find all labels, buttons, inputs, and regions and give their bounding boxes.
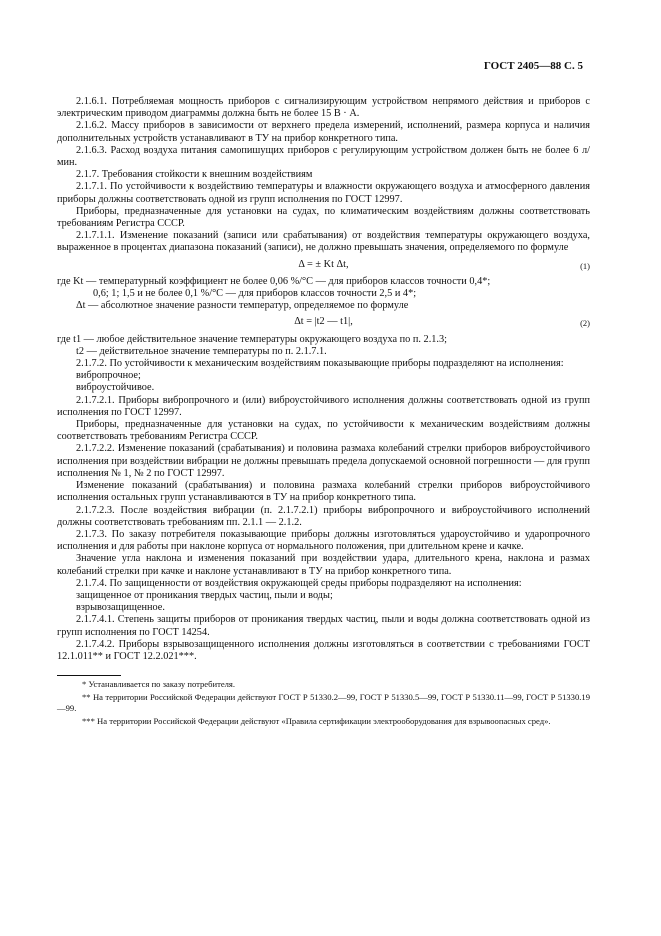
formula-1-number: (1) xyxy=(580,260,590,271)
paragraph-other-groups: Изменение показаний (срабатывания) и половина размаха колебаний стрелки приборов виброустойчивого исполнения остальных групп устанавливаются в ТУ на прибор конкретного типа. xyxy=(57,480,590,504)
paragraph-2-1-7-4-2: 2.1.7.4.2. Приборы взрывозащищенного исполнения должны изготовляться в соответствии с требованиями ГОСТ 12.1.011** и ГОСТ 12.2.021***. xyxy=(57,638,590,662)
formula-2-expression: Δt = |t2 — t1|, xyxy=(294,316,353,328)
paragraph-2-1-7-4: 2.1.7.4. По защищенности от воздействия окружающей среды приборы подразделяют на исполнения: xyxy=(76,577,522,589)
paragraph-2-1-7-1-1: 2.1.7.1.1. Изменение показаний (записи или срабатывания) от воздействия температуры окружающего воздуха, выраженное в процентах диапазона показаний (записи), не должно превышать значения, определяемого по формуле xyxy=(57,230,590,254)
paragraph-2-1-7-1: 2.1.7.1. По устойчивости к воздействию температуры и влажности окружающего воздуха и атмосферного давления приборы должны соответствовать одной из групп исполнения по ГОСТ 12997. xyxy=(57,181,590,205)
list-item-explosion-proof: взрывозащищенное. xyxy=(76,602,165,614)
formula-2-number: (2) xyxy=(580,318,590,329)
paragraph-2-1-6-2: 2.1.6.2. Массу приборов в зависимости от верхнего предела измерений, исполнений, размера корпуса и наличия дополнительных устройств устанавливают в ТУ на прибор конкретного типа. xyxy=(57,120,590,144)
paragraph-ships-mechanical: Приборы, предназначенные для установки на судах, по устойчивости к механическим воздействиям должны соответствовать требованиям Регистра СССР. xyxy=(57,419,590,443)
formula-1 xyxy=(57,259,590,271)
definition-kt: где Kt — температурный коэффициент не более 0,06 %/°С — для приборов классов точности 0,4*; xyxy=(57,275,491,287)
definition-kt-continued: 0,6; 1; 1,5 и не более 0,1 %/°С — для приборов классов точности 2,5 и 4*; xyxy=(93,288,417,300)
paragraph-2-1-7-3: 2.1.7.3. По заказу потребителя показывающие приборы должны изготовляться удароустойчиво и ударопрочного исполнения и для работы при наклоне корпуса от нормального положения, при длительном крене и качке. xyxy=(57,528,590,553)
list-item-vibroustoichivoe: виброустойчивое. xyxy=(76,382,155,394)
definition-delta-t: Δt — абсолютное значение разности температур, определяемое по формуле xyxy=(76,300,409,312)
footnote-divider xyxy=(57,675,121,676)
paragraph-2-1-7-2: 2.1.7.2. По устойчивости к механическим воздействиям показывающие приборы подразделяют на исполнения: xyxy=(76,358,564,370)
document-body xyxy=(57,96,590,729)
footnote-2: ** На территории Российской Федерации действуют ГОСТ Р 51330.2—99, ГОСТ Р 51330.5—99, ГОСТ Р 51330.11—99, ГОСТ Р 51330.19—99. xyxy=(57,692,590,714)
paragraph-2-1-6-3: 2.1.6.3. Расход воздуха питания самопишущих приборов с регулирующим устройством должен быть не более 6 л/мин. xyxy=(57,144,590,169)
paragraph-2-1-7-4-1: 2.1.7.4.1. Степень защиты приборов от проникания твердых частиц, пыли и воды должна соответствовать одной из групп исполнения по ГОСТ 14254. xyxy=(57,614,590,638)
list-item-vibroprochnoe: вибропрочное; xyxy=(76,370,141,382)
list-item-dust-water: защищенное от проникания твердых частиц, пыли и воды; xyxy=(76,589,333,601)
formula-1-expression: Δ = ± Kt Δt, xyxy=(298,258,349,270)
paragraph-2-1-7-2-3: 2.1.7.2.3. После воздействия вибрации (п. 2.1.7.2.1) приборы вибропрочного и виброустойчивого исполнений должны соответствовать требованиям пп. 2.1.1 — 2.1.2. xyxy=(57,504,590,528)
section-heading-2-1-7: 2.1.7. Требования стойкости к внешним воздействиям xyxy=(76,169,313,181)
paragraph-tilt-values: Значение угла наклона и изменения показаний при воздействии удара, длительного крена, наклона и размах колебаний стрелки при качке и наклоне устанавливают в ТУ на прибор конкретного типа. xyxy=(57,553,590,577)
paragraph-ships-climatic: Приборы, предназначенные для установки на судах, по климатическим воздействиям должны соответствовать требованиям Регистра СССР. xyxy=(57,205,590,230)
paragraph-2-1-7-2-1: 2.1.7.2.1. Приборы вибропрочного и (или) виброустойчивого исполнения должны соответствовать одной из групп исполнения по ГОСТ 12997. xyxy=(57,394,590,418)
definition-t2: t2 — действительное значение температуры по п. 2.1.7.1. xyxy=(76,345,327,357)
formula-2 xyxy=(57,316,590,328)
footnote-3: *** На территории Российской Федерации действуют «Правила сертификации электрооборудования для взрывоопасных сред». xyxy=(82,716,551,727)
paragraph-2-1-6-1: 2.1.6.1. Потребляемая мощность приборов с сигнализирующим устройством непрямого действия и приборов с электрическим приводом диаграммы должна быть не более 15 В · А. xyxy=(57,96,590,120)
page-header: ГОСТ 2405—88 С. 5 xyxy=(483,60,583,72)
paragraph-2-1-7-2-2: 2.1.7.2.2. Изменение показаний (срабатывания) и половина размаха колебаний стрелки приборов виброустойчивого исполнения при воздействии вибрации не должны превышать предела допускаемой основной погрешности — для групп исполнения № 1, № 2 по ГОСТ 12997. xyxy=(57,443,590,479)
footnote-1: * Устанавливается по заказу потребителя. xyxy=(82,679,236,690)
definition-t1: где t1 — любое действительное значение температуры окружающего воздуха по п. 2.1.3; xyxy=(57,333,448,345)
